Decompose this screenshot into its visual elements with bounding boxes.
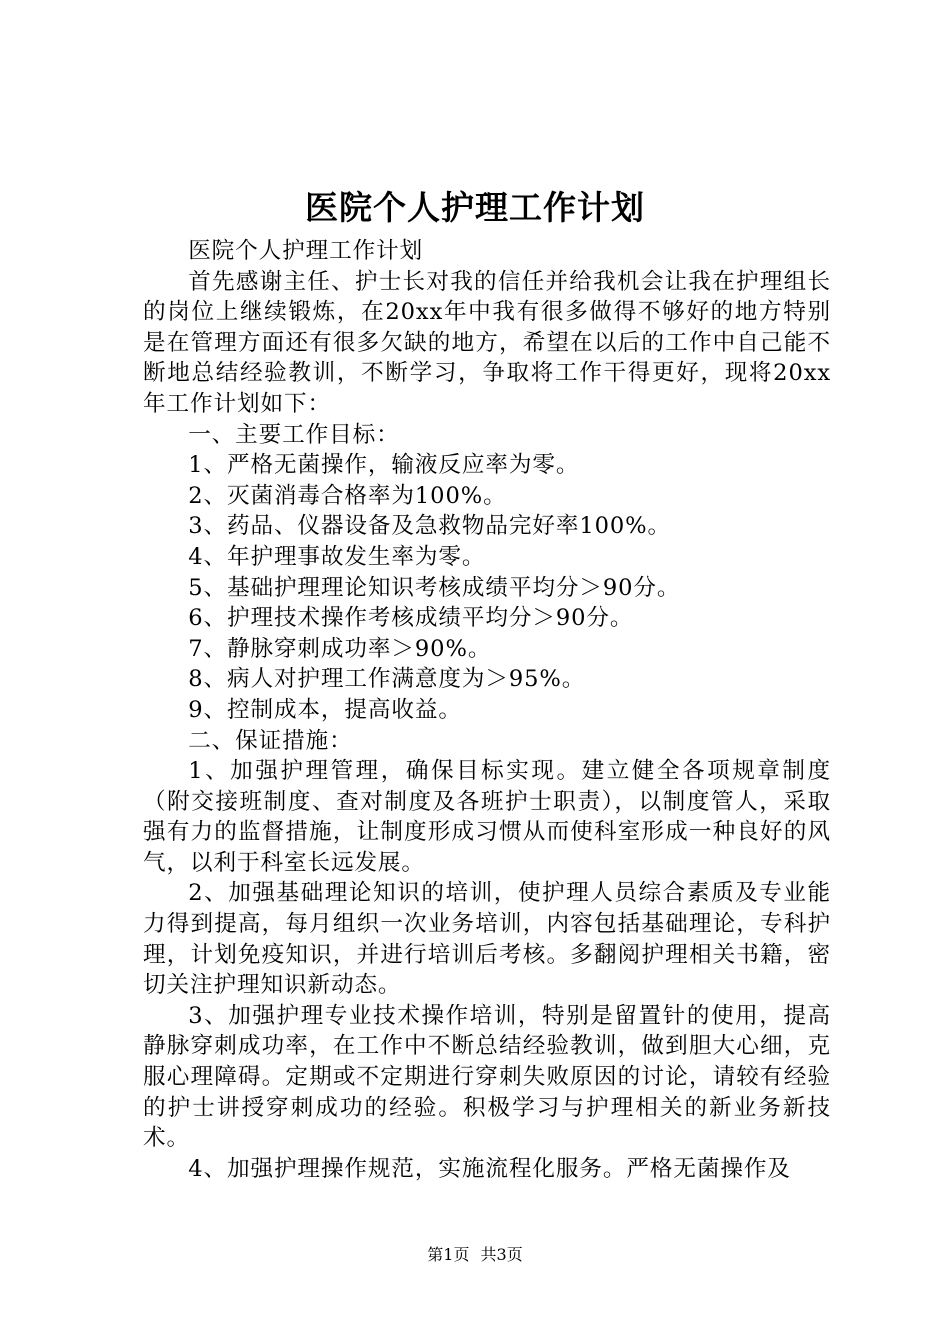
subtitle-paragraph: 医院个人护理工作计划	[188, 238, 424, 264]
goal-item-3: 3、药品、仪器设备及急救物品完好率100%。	[188, 513, 672, 540]
intro-paragraph: 首先感谢主任、护士长对我的信任并给我机会让我在护理组长的岗位上继续锻炼，在20xx年中我有很多做得不够好的地方特别是在管理方面还有很多欠缺的地方，希望在以后的工作中自己能不断地总结经验教训，不断学习，争取将工作干得更好，现将20xx年工作计划如下：	[143, 268, 831, 417]
goal-item-2: 2、灭菌消毒合格率为100%。	[188, 482, 507, 509]
measure-item-1: 1、加强护理管理，确保目标实现。建立健全各项规章制度（附交接班制度、查对制度及各班护士职责），以制度管人，采取强有力的监督措施，让制度形成习惯从而使科室形成一种良好的风气，以利于科室长远发展。	[143, 758, 831, 876]
section-heading-measures: 二、保证措施：	[188, 727, 353, 754]
goal-item-8: 8、病人对护理工作满意度为＞95%。	[188, 666, 586, 693]
measure-item-2: 2、加强基础理论知识的培训，使护理人员综合素质及专业能力得到提高，每月组织一次业务培训，内容包括基础理论，专科护理，计划免疫知识，并进行培训后考核。多翻阅护理相关书籍，密切关注护理知识新动态。	[143, 880, 831, 999]
page-number: 第1页	[427, 1245, 470, 1264]
goal-item-9: 9、控制成本，提高收益。	[188, 696, 462, 723]
goal-item-6: 6、护理技术操作考核成绩平均分＞90分。	[188, 605, 634, 632]
measure-item-3: 3、加强护理专业技术操作培训，特别是留置针的使用，提高静脉穿刺成功率，在工作中不断总结经验教训，做到胆大心细，克服心理障碍。定期或不定期进行穿刺失败原因的讨论，请较有经验的护士讲授穿刺成功的经验。积极学习与护理相关的新业务新技术。	[143, 1002, 831, 1152]
page-footer	[0, 1244, 950, 1266]
goal-item-5: 5、基础护理理论知识考核成绩平均分＞90分。	[188, 574, 681, 601]
document-title: 医院个人护理工作计划	[305, 188, 645, 227]
goal-item-4: 4、年护理事故发生率为零。	[188, 543, 486, 570]
page-total: 共3页	[480, 1245, 523, 1264]
section-heading-goals: 一、主要工作目标：	[188, 421, 400, 448]
goal-item-1: 1、严格无菌操作，输液反应率为零。	[188, 452, 580, 479]
document-body	[143, 236, 831, 1184]
measure-item-4: 4、加强护理操作规范，实施流程化服务。严格无菌操作及	[188, 1155, 791, 1182]
goal-item-7: 7、静脉穿刺成功率＞90%。	[188, 635, 492, 662]
